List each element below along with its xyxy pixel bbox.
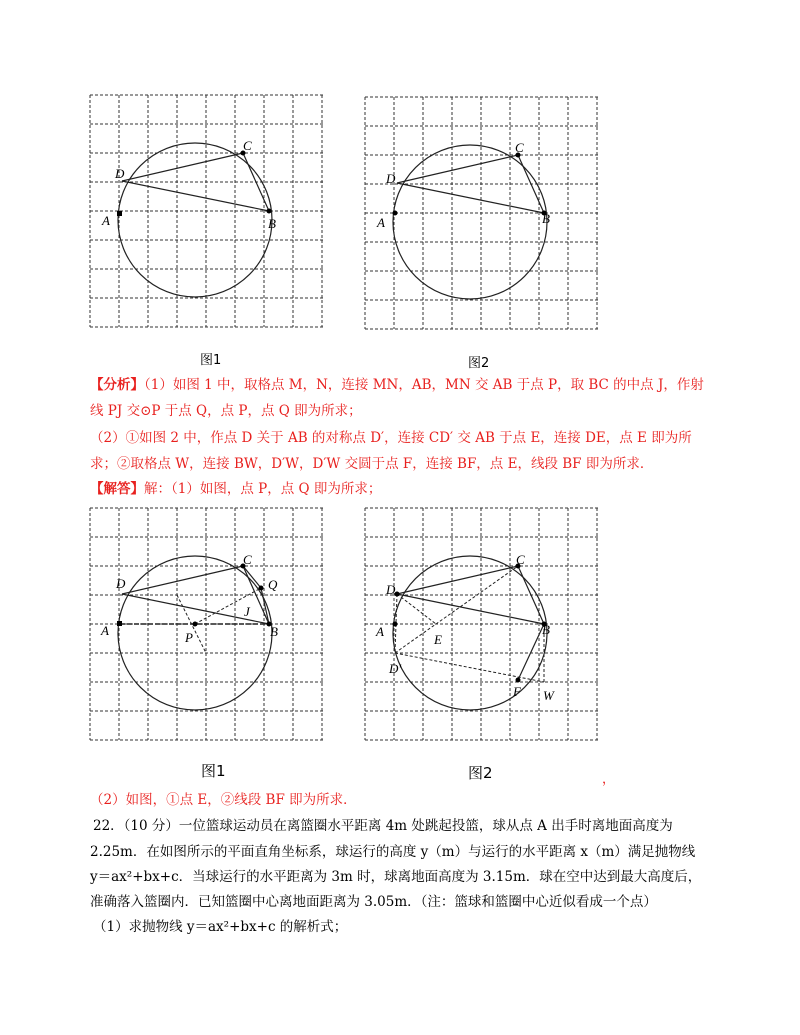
solution-figure-1 — [85, 503, 330, 748]
point-A — [393, 211, 398, 216]
label-A: A — [377, 215, 385, 230]
ray-PJ — [195, 588, 261, 624]
label-D: D — [115, 166, 125, 181]
grid — [90, 95, 324, 327]
point-A — [117, 211, 122, 216]
analysis-line-4: 求；②取格点 W，连接 BW，D′W，D′W 交圆于点 F，连接 BF，点 E，线段 BF 即为所求． — [90, 456, 654, 472]
solution-figure-2 — [360, 503, 605, 748]
solution-figure-2-caption: 图2 — [468, 764, 493, 782]
label-W: W — [543, 688, 554, 703]
label-D: D — [386, 171, 396, 186]
analysis-text-1: （1）如图 1 中，取格点 M，N，连接 MN，AB，MN 交 AB 于点 P，取 BC 的中点 J，作射 — [144, 377, 704, 393]
analysis-line-1 — [90, 375, 704, 395]
label-C: C — [243, 138, 252, 153]
solution-text: 解：（1）如图，点 P，点 Q 即为所求； — [144, 481, 382, 497]
point-F — [516, 678, 521, 683]
point-Q — [259, 586, 264, 591]
point-A — [393, 622, 398, 627]
label-B: B — [542, 211, 550, 226]
label-Q: Q — [268, 577, 278, 592]
label-A: A — [102, 213, 110, 228]
label-P: P — [185, 630, 193, 645]
label-C: C — [515, 140, 524, 155]
top-figure-2 — [360, 92, 605, 337]
label-A: A — [376, 624, 384, 639]
segment-BF — [518, 624, 544, 680]
analysis-tag: 【分析】 — [90, 377, 144, 393]
solution-line — [90, 479, 381, 499]
point-P — [193, 622, 198, 627]
point-B — [267, 209, 272, 214]
grid — [365, 508, 599, 740]
label-D-prime: D′ — [389, 661, 402, 676]
label-A: A — [101, 623, 109, 638]
top-figure-1-caption: 图1 — [200, 353, 222, 368]
point-A — [117, 621, 122, 626]
problem22-line-5: （1）求抛物线 y＝ax²+bx+c 的解析式； — [93, 919, 348, 935]
label-J: J — [244, 604, 250, 619]
problem22-line-3: y＝ax²+bx+c．当球运行的水平距离为 3m 时，球离地面高度为 3.15m．球在空中达到最大高度后， — [90, 869, 702, 885]
label-D: D — [116, 576, 126, 591]
label-C: C — [516, 552, 525, 567]
label-B: B — [542, 622, 550, 637]
analysis-line-3: （2）①如图 2 中，作点 D 关于 AB 的对称点 D′，连接 CD′ 交 AB 于点 E，连接 DE，点 E 即为所 — [90, 430, 692, 446]
label-F: F — [513, 684, 521, 699]
grid — [365, 97, 599, 329]
analysis-line-2: 线 PJ 交⊙P 于点 Q，点 P，点 Q 即为所求； — [90, 403, 362, 419]
label-B: B — [268, 216, 276, 231]
top-figure-2-caption: 图2 — [468, 356, 490, 371]
stray-mark: ， — [602, 772, 616, 787]
solution-figure-1-caption: 图1 — [201, 762, 226, 780]
segment-QB — [261, 588, 269, 624]
problem22-line-4: 准确落入篮圈内．已知篮圈中心离地面距离为 3.05m．（注：篮球和篮圈中心近似看成一个点） — [90, 894, 657, 910]
label-D: D — [386, 582, 396, 597]
solution-part-2: （2）如图，①点 E，②线段 BF 即为所求． — [90, 792, 357, 808]
solution-tag: 【解答】 — [90, 481, 144, 497]
problem22-line-2: 2.25m．在如图所示的平面直角坐标系，球运行的高度 y（m）与运行的水平距离 x（m）满足抛物线 — [90, 844, 696, 860]
label-C: C — [243, 552, 252, 567]
problem22-line-1: 22．（10 分）一位篮球运动员在离篮圈水平距离 4m 处跳起投篮，球从点 A 出手时离地面高度为 — [93, 818, 673, 834]
label-B: B — [270, 624, 278, 639]
top-figure-1 — [85, 90, 330, 335]
label-E: E — [434, 632, 442, 647]
